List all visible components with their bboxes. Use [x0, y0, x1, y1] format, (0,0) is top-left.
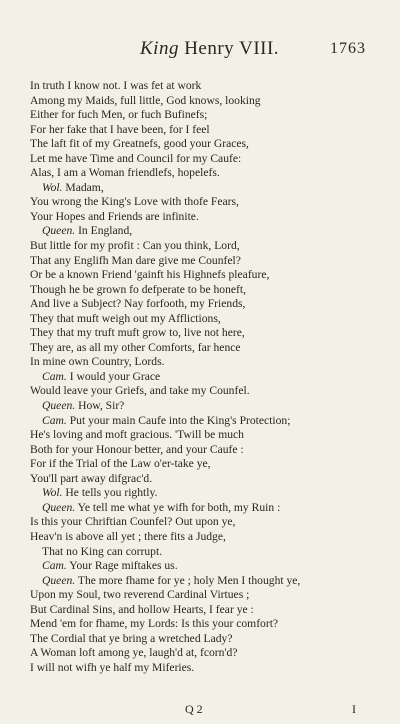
- verse-line: Upon my Soul, two reverend Cardinal Virtues ;: [30, 588, 250, 602]
- speech-line: [30, 574, 390, 589]
- speech-line: [30, 559, 390, 574]
- verse-line: They are, as all my other Comforts, far hence: [30, 340, 241, 354]
- speech-line: [30, 486, 390, 501]
- speaker-name: Cam.: [42, 559, 67, 573]
- verse-line: For her fake that I have been, for I feel: [30, 122, 210, 136]
- catchword: I: [352, 702, 356, 716]
- verse-line: Alas, I am a Woman friendlefs, hopelefs.: [30, 166, 220, 180]
- speech-text: Ye tell me what ye wifh for both, my Ruin :: [75, 500, 281, 514]
- speech-text: Madam,: [62, 180, 104, 194]
- verse-line: They that muft weigh out my Afflictions,: [30, 311, 221, 325]
- speaker-name: Wol.: [42, 180, 63, 194]
- page-header: [0, 38, 400, 66]
- speech-text: I would your Grace: [66, 369, 161, 383]
- speaker-name: Queen.: [42, 224, 76, 238]
- speech-text: Your Rage miftakes us.: [66, 559, 178, 573]
- verse-line: You wrong the King's Love with thofe Fears,: [30, 195, 239, 209]
- verse-line: Is this your Chriftian Counfel? Out upon ye,: [30, 515, 236, 529]
- verse-line: For if the Trial of the Law o'er-take ye,: [30, 457, 211, 471]
- page-number: 1763: [330, 40, 366, 57]
- speaker-name: Cam.: [42, 369, 67, 383]
- speech-line: [30, 501, 390, 516]
- verse-line-indented: That no King can corrupt.: [42, 544, 163, 558]
- running-head: [140, 38, 279, 60]
- verse-line: He's loving and moft gracious. 'Twill be much: [30, 428, 244, 442]
- verse-line: Both for your Honour better, and your Caufe :: [30, 442, 244, 456]
- speaker-name: Queen.: [42, 573, 76, 587]
- speaker-name: Cam.: [42, 413, 67, 427]
- verse-line: They that my truft muft grow to, live not here,: [30, 326, 245, 340]
- verse-line: In mine own Country, Lords.: [30, 355, 165, 369]
- verse-line: Among my Maids, full little, God knows, looking: [30, 93, 261, 107]
- verse-line: Let me have Time and Council for my Caufe:: [30, 151, 242, 165]
- speech-text: In England,: [75, 224, 133, 238]
- verse-line: You'll part away difgrac'd.: [30, 471, 153, 485]
- verse-line: Mend 'em for fhame, my Lords: Is this your comfort?: [30, 617, 279, 631]
- verse-line: Heav'n is above all yet ; there fits a Judge,: [30, 529, 226, 543]
- verse-line: In truth I know not. I was fet at work: [30, 79, 202, 92]
- verse-line: But little for my profit : Can you think, Lord,: [30, 239, 240, 253]
- verse-line: Either for fuch Men, or fuch Bufinefs;: [30, 108, 208, 122]
- verse-line: I will not wifh ye half my Miferies.: [30, 660, 195, 674]
- signature-mark: Q 2: [185, 702, 203, 716]
- verse-line: Though he be grown fo defperate to be honeft,: [30, 282, 247, 296]
- speech-text: He tells you rightly.: [62, 486, 158, 500]
- verse-line: A Woman loft among ye, laugh'd at, fcorn'd?: [30, 646, 238, 660]
- verse-line: Or be a known Friend 'gainft his Highnefs pleafure,: [30, 268, 270, 282]
- speech-text: The more fhame for ye ; holy Men I thought ye,: [75, 573, 301, 587]
- speech-line: [30, 224, 390, 239]
- speech-line: [30, 414, 390, 429]
- speech-text: Put your main Caufe into the King's Protection;: [66, 413, 291, 427]
- speaker-name: Queen.: [42, 399, 76, 413]
- running-head-italic: King: [140, 38, 179, 59]
- speaker-name: Queen.: [42, 500, 76, 514]
- speech-text: How, Sir?: [75, 399, 125, 413]
- verse-line: Your Hopes and Friends are infinite.: [30, 209, 199, 223]
- verse-line: But Cardinal Sins, and hollow Hearts, I fear ye :: [30, 602, 254, 616]
- verse-line: And live a Subject? Nay forfooth, my Friends,: [30, 297, 246, 311]
- verse-line: The laft fit of my Greatnefs, good your Graces,: [30, 137, 249, 151]
- verse-line: Would leave your Griefs, and take my Counfel.: [30, 384, 250, 398]
- speech-line: [30, 370, 390, 385]
- page-footer: [0, 702, 400, 718]
- verse-line: The Cordial that ye bring a wretched Lady?: [30, 631, 233, 645]
- running-head-roman: Henry VIII.: [178, 38, 280, 59]
- speaker-name: Wol.: [42, 486, 63, 500]
- play-text: [30, 79, 390, 675]
- speech-line: [30, 399, 390, 414]
- verse-line: That any Englifh Man dare give me Counfel?: [30, 253, 241, 267]
- speech-line: [30, 181, 390, 196]
